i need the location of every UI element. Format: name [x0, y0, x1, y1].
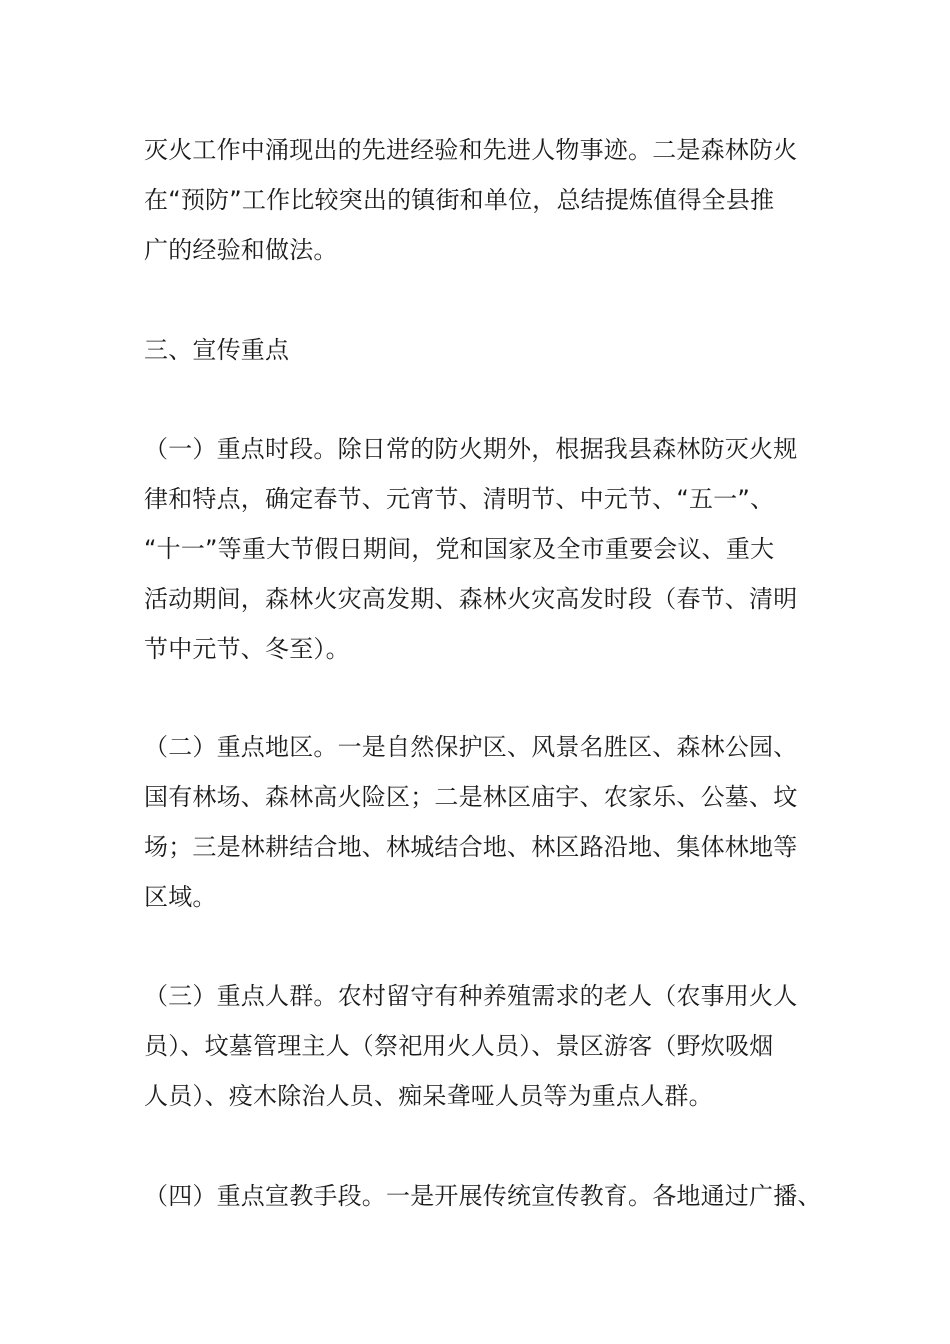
text-line: 区域。 [144, 883, 217, 911]
text-line: “十一”等重大节假日期间，党和国家及全市重要会议、重大 [144, 535, 775, 563]
paragraph-key-areas [144, 722, 844, 922]
text-line: 人员）、疫木除治人员、痴呆聋哑人员等为重点人群。 [144, 1082, 713, 1110]
text-line: 灭火工作中涌现出的先进经验和先进人物事迹。二是森林防火 [144, 136, 798, 164]
text-line: 在“预防”工作比较突出的镇街和单位，总结提炼值得全县推 [144, 186, 775, 214]
section-heading [144, 325, 844, 375]
text-line: 员）、坟墓管理主人（祭祀用火人员）、景区游客（野炊吸烟 [144, 1032, 774, 1060]
paragraph-key-methods [144, 1171, 844, 1221]
text-line: 活动期间，森林火灾高发期、森林火灾高发时段（春节、清明 [144, 585, 798, 613]
text-line: 场；三是林耕结合地、林城结合地、林区路沿地、集体林地等 [144, 833, 798, 861]
paragraph-intro-continued [144, 125, 844, 275]
text-line: （二）重点地区。一是自然保护区、风景名胜区、森林公园、 [144, 733, 798, 761]
text-line: 国有林场、森林高火险区；二是林区庙宇、农家乐、公墓、坟 [144, 783, 798, 811]
text-line: （三）重点人群。农村留守有种养殖需求的老人（农事用火人 [144, 982, 798, 1010]
paragraph-key-groups [144, 971, 844, 1121]
text-line: 广的经验和做法。 [144, 236, 338, 264]
text-line: 律和特点，确定春节、元宵节、清明节、中元节、“五一”、 [144, 485, 775, 513]
text-line: （四）重点宣教手段。一是开展传统宣传教育。各地通过广播、 [144, 1182, 822, 1210]
text-line: 节中元节、冬至）。 [144, 635, 350, 663]
text-line: （一）重点时段。除日常的防火期外，根据我县森林防灭火规 [144, 435, 798, 463]
paragraph-key-periods [144, 424, 844, 674]
heading-text: 三、宣传重点 [144, 336, 290, 364]
